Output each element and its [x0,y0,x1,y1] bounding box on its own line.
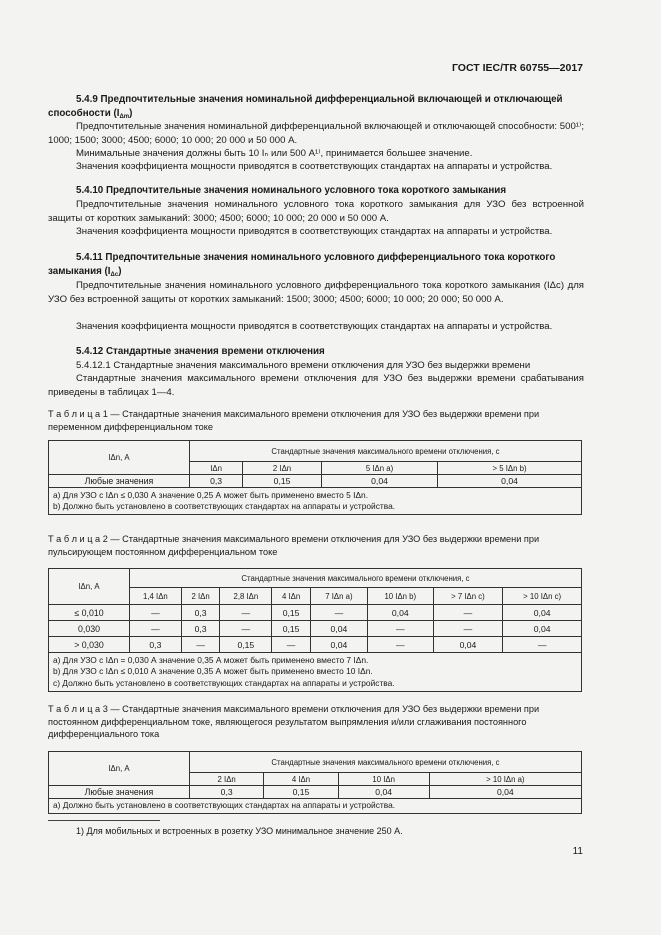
table-cell: — [130,605,182,621]
table-2-note-b: b) Для УЗО с IΔn ≤ 0,010 А значение 0,35 А может быть применено вместо 10 IΔn. [53,666,373,677]
footnote-separator [48,820,160,821]
table-cell: — [130,621,182,637]
table-cell: 0,04 [310,637,367,653]
table-cell: — [310,605,367,621]
table-cell: 0,3 [190,475,243,488]
table-cell: 0,04 [433,637,503,653]
table-1-note-b: b) Должно быть установлено в соответствующих стандартах на аппараты и устройства. [53,501,396,511]
table-cell: 0,3 [181,621,220,637]
table-row [49,605,582,621]
table-cell: 0,15 [220,637,272,653]
table-cell: — [220,621,272,637]
table-cell: — [272,637,311,653]
table-row [49,621,582,637]
table-1-col-header: > 5 IΔn b) [438,462,582,475]
table-3-caption: Т а б л и ц а 3 — Стандартные значения максимального времени отключения для УЗО без выдержки времени при постоянном дифференциальном токе, являющегося результатом выпрямления и/или сглаживания постоянного дифференциального тока [48,704,540,740]
table-cell: — [433,605,503,621]
table-2 [48,568,582,692]
section-5-4-10-p2: Значения коэффициента мощности приводятся в соответствующих стандартах на аппараты и устройства. [76,226,553,237]
table-3-notes [49,799,582,814]
table-3-col-header: > 10 IΔn a) [429,773,581,786]
table-2-col-header: 2,8 IΔn [220,588,272,605]
table-cell: > 0,030 [49,637,130,653]
table-cell: — [181,637,220,653]
table-2-col-header: 7 IΔn a) [310,588,367,605]
table-cell: 0,15 [272,621,311,637]
table-cell: ≤ 0,010 [49,605,130,621]
table-3-row-header: IΔn, А [49,752,190,786]
table-1-col-header: 2 IΔn [243,462,322,475]
section-5-4-10-p1: Предпочтительные значения номинального условного тока короткого замыкания для УЗО без встроенной защиты от коротких замыканий: 3000; 4500; 6000; 10 000; 20 000 и 50 000 А. [48,199,584,224]
table-cell: — [220,605,272,621]
table-cell: 0,15 [272,605,311,621]
table-cell: Любые значения [49,786,190,799]
section-5-4-11-p1: Предпочтительные значения номинального условного дифференциального тока короткого замыкания (IΔc) для УЗО без встроенной защиты от коротких замыканий: 1500; 3000; 4500; 6000; 10 000; 20 000; 50 000 А. [48,280,584,305]
table-cell: 0,3 [181,605,220,621]
table-cell: 0,15 [243,475,322,488]
table-3-col-header: 2 IΔn [190,773,264,786]
table-cell: 0,04 [321,475,437,488]
table-cell: 0,04 [429,786,581,799]
table-cell: 0,04 [438,475,582,488]
table-1-caption: Т а б л и ц а 1 — Стандартные значения максимального времени отключения для УЗО без выдержки времени при переменном дифференциальном токе [48,409,540,432]
table-1-note-a: a) Для УЗО с IΔn ≤ 0,030 А значение 0,25 А может быть применено вместо 5 IΔn. [53,489,369,500]
section-5-4-9-p2: Минимальные значения должны быть 10 Iₙ или 500 А¹⁾, принимается большее значение. [76,148,473,159]
document-id: ГОСТ IEC/TR 60755—2017 [451,62,583,74]
section-5-4-11-title-text: 5.4.11 Предпочтительные значения номинального условного дифференциального тока короткого замыкания (I [48,252,556,277]
section-5-4-11-p2: Значения коэффициента мощности приводятся в соответствующих стандартах на аппараты и устройства. [76,321,553,332]
section-5-4-9-p1: Предпочтительные значения номинальной дифференциальной включающей и отключающей способности: 500¹⁾; 1000; 1500; 3000; 4500; 6000; 10 000; 20 000 и 50 000 А. [48,121,584,146]
table-1-group-header: Стандартные значения максимального времени отключения, с [190,441,582,462]
section-5-4-9-title-subscript: Δm [119,114,130,120]
table-cell: 0,15 [264,786,338,799]
section-5-4-12-title: 5.4.12 Стандартные значения времени отключения [76,346,325,357]
table-1-col-header: 5 IΔn a) [321,462,437,475]
table-row [49,475,582,488]
table-2-note-a: a) Для УЗО с IΔn = 0,030 А значение 0,35 А может быть применено вместо 7 IΔn. [53,654,369,665]
table-cell: 0,04 [367,605,433,621]
table-3-col-header: 4 IΔn [264,773,338,786]
table-3-note-a: a) Должно быть установлено в соответствующих стандартах на аппараты и устройства. [53,800,396,811]
table-2-notes [49,653,582,692]
table-3 [48,751,582,814]
section-5-4-11-title-subscript: Δc [110,272,119,278]
section-5-4-9-title-text: 5.4.9 Предпочтительные значения номинальной дифференциальной включающей и отключающей способности (I [48,94,563,119]
table-row [49,637,582,653]
table-cell: 0,04 [503,605,582,621]
section-5-4-9-p3: Значения коэффициента мощности приводятся в соответствующих стандартах на аппараты и устройства. [76,161,553,172]
table-cell: — [503,637,582,653]
table-cell: — [433,621,503,637]
section-5-4-10-title: 5.4.10 Предпочтительные значения номинального условного тока короткого замыкания [76,185,507,196]
table-1 [48,440,582,515]
table-cell: 0,04 [503,621,582,637]
table-cell: 0,3 [190,786,264,799]
table-cell: — [367,637,433,653]
table-2-col-header: > 10 IΔn c) [503,588,582,605]
table-2-col-header: 2 IΔn [181,588,220,605]
page-number: 11 [572,846,583,857]
footnote: 1) Для мобильных и встроенных в розетку УЗО минимальное значение 250 А. [76,826,403,836]
section-5-4-12-p2: Стандартные значения максимального времени отключения для УЗО без выдержки времени срабатывания приведены в таблицах 1—4. [48,373,584,398]
table-cell: — [367,621,433,637]
table-cell: 0,04 [338,786,429,799]
table-cell: Любые значения [49,475,190,488]
table-cell: 0,3 [130,637,182,653]
table-3-group-header: Стандартные значения максимального времени отключения, с [190,752,582,773]
table-1-row-header: IΔn, А [49,441,190,475]
table-cell: 0,030 [49,621,130,637]
table-2-group-header: Стандартные значения максимального времени отключения, с [130,569,582,588]
table-2-col-header: 1,4 IΔn [130,588,182,605]
table-cell: 0,04 [310,621,367,637]
table-2-col-header: 4 IΔn [272,588,311,605]
section-5-4-9-title-end: ) [129,108,133,119]
table-1-notes [49,488,582,515]
table-1-col-header: IΔn [190,462,243,475]
table-2-note-c: c) Должно быть установлено в соответствующих стандартах на аппараты и устройства. [53,677,395,688]
section-5-4-11-title-end: ) [118,266,122,277]
table-row [49,786,582,799]
section-5-4-12-p1: 5.4.12.1 Стандартные значения максимального времени отключения для УЗО без выдержки времени [76,360,531,371]
table-2-col-header: > 7 IΔn c) [433,588,503,605]
section-5-4-11-title [48,251,584,282]
table-3-col-header: 10 IΔn [338,773,429,786]
table-2-col-header: 10 IΔn b) [367,588,433,605]
table-2-row-header: IΔn, А [49,569,130,605]
table-2-caption: Т а б л и ц а 2 — Стандартные значения максимального времени отключения для УЗО без выдержки времени при пульсирующем постоянном дифференциальном токе [48,534,540,557]
